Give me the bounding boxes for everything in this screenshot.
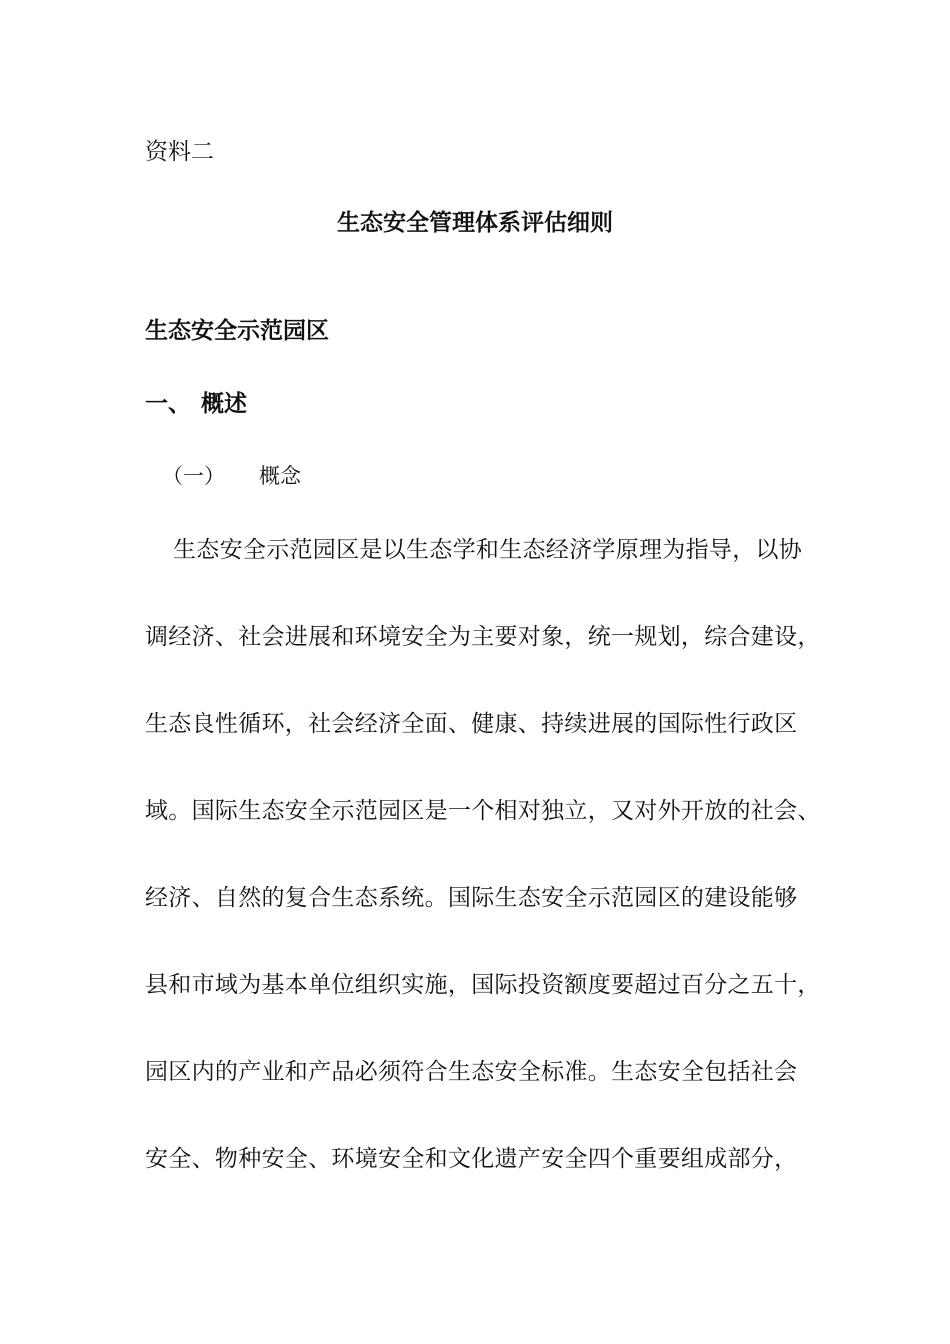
subsection-number: （一） [162, 464, 225, 488]
paragraph-line: 经济、自然的复合生态系统。国际生态安全示范园区的建设能够 [145, 885, 798, 911]
paragraph-line: 生态安全示范园区是以生态学和生态经济学原理为指导，以协 [173, 537, 803, 563]
section-number: 一、 [145, 391, 191, 417]
section-heading [145, 389, 247, 419]
document-title: 生态安全管理体系评估细则 [337, 210, 613, 236]
document-label: 资料二 [145, 139, 214, 165]
paragraph-line: 安全、物种安全、环境安全和文化遗产安全四个重要组成部分， [145, 1146, 798, 1172]
paragraph-line: 生态良性循环，社会经济全面、健康、持续进展的国际性行政区 [145, 711, 798, 737]
section-title: 概述 [201, 391, 247, 417]
paragraph-line: 域。国际生态安全示范园区是一个相对独立，又对外开放的社会、 [145, 798, 821, 824]
paragraph-line: 县和市域为基本单位组织实施，国际投资额度要超过百分之五十， [145, 972, 821, 998]
park-heading: 生态安全示范园区 [145, 318, 329, 344]
body-paragraph [145, 532, 825, 1228]
paragraph-line: 调经济、社会进展和环境安全为主要对象，统一规划，综合建设， [145, 624, 821, 650]
subsection-heading [162, 461, 301, 491]
paragraph-line: 园区内的产业和产品必须符合生态安全标准。生态安全包括社会 [145, 1059, 798, 1085]
subsection-title: 概念 [259, 464, 301, 488]
